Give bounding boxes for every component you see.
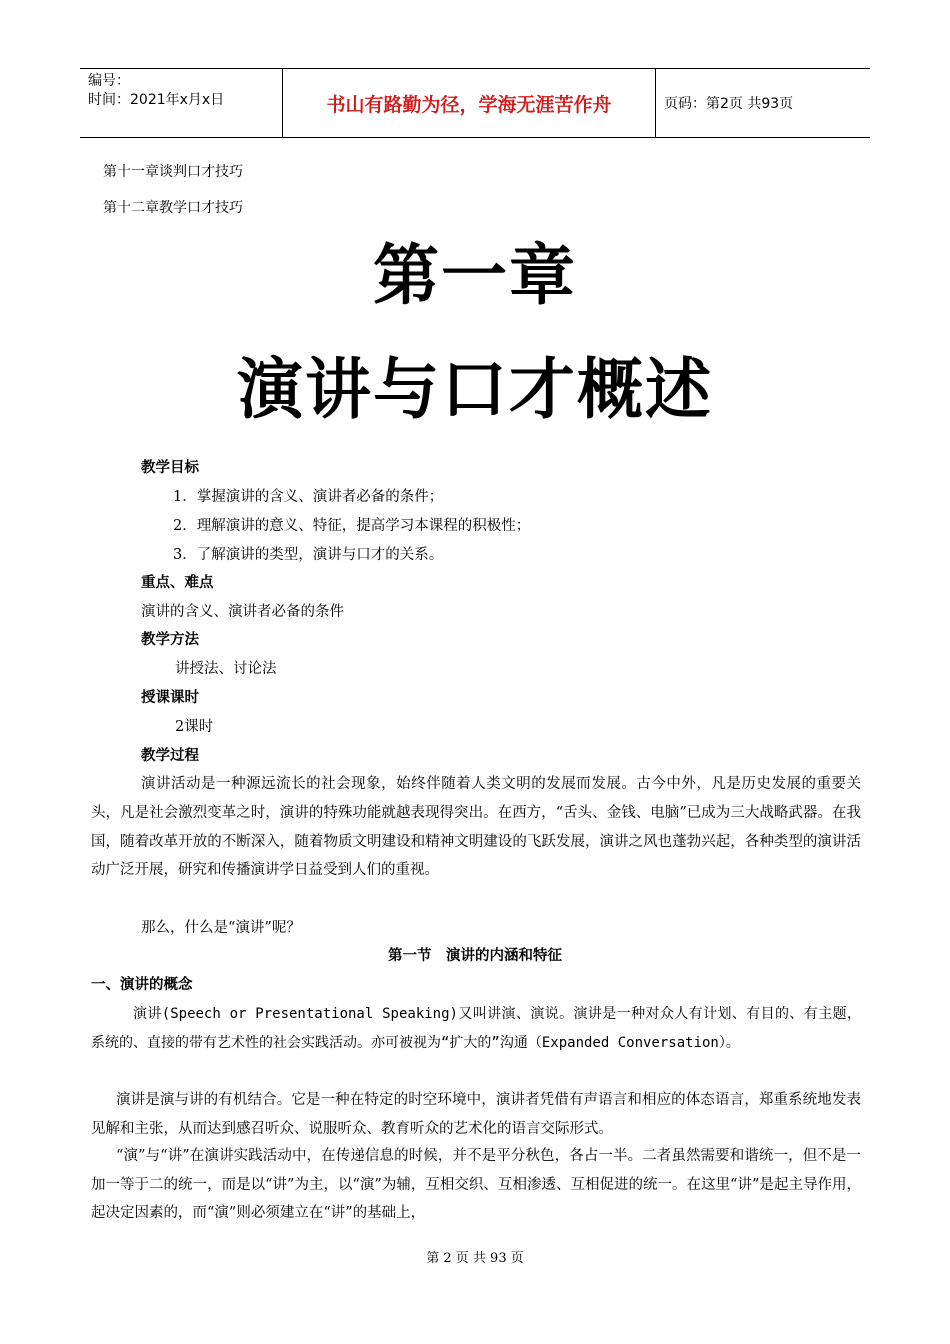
goals-heading: 教学目标 [141,460,199,476]
definition-paragraph: 演讲是演与讲的有机结合。它是一种在特定的时空环境中，演讲者凭借有声语言和相应的体态语言，郑重系统地发表见解和主张，从而达到感召听众、说服听众、教育听众的艺术化的语言交际形式。 [91,1092,861,1137]
number-label: 编号： [88,73,130,89]
goal-item: 1．掌握演讲的含义、演讲者必备的条件； [173,489,444,505]
subsection-title: 一、演讲的概念 [91,977,193,993]
relation-paragraph: “演”与“讲”在演讲实践活动中，在传递信息的时候，并不是平分秋色，各占一半。二者虽然需要和谐统一，但不是一加一等于二的统一，而是以“讲”为主，以“演”为辅，互相交织、互相渗透、互相促进的统一。在这里“讲”是起主导作用，起决定因素的，而“演”则必须建立在“讲”的基础上， [91,1148,861,1221]
question-text: 那么，什么是“演讲”呢？ [141,920,301,936]
header-meta [80,69,282,137]
hours-text: 2课时 [175,719,214,735]
goal-item: 2．理解演讲的意义、特征，提高学习本课程的积极性； [173,518,531,534]
chapter-number: 第一章 [373,237,577,314]
goal-item: 3．了解演讲的类型，演讲与口才的关系。 [173,547,444,563]
section-title: 第一节 演讲的内涵和特征 [388,948,562,964]
method-heading: 教学方法 [141,632,199,648]
time-label: 时间：2021年x月x日 [88,92,225,108]
header-page-info: 页码：第2页 共93页 [664,96,794,112]
toc-item: 第十一章谈判口才技巧 [103,164,243,180]
chapter-title: 演讲与口才概述 [237,351,713,428]
intro-paragraph: 演讲活动是一种源远流长的社会现象，始终伴随着人类文明的发展而发展。古今中外，凡是历史发展的重要关头，凡是社会激烈变革之时，演讲的特殊功能就越表现得突出。在西方，“舌头、金钱、电脑”已成为三大战略武器。在我国，随着改革开放的不断深入，随着物质文明建设和精神文明建设的飞跃发展，演讲之风也蓬勃兴起，各种类型的演讲活动广泛开展，研究和传播演讲学日益受到人们的重视。 [91,776,861,879]
concept-paragraph: 演讲(Speech or Presentational Speaking)又叫讲演、演说。演讲是一种对众人有计划、有目的、有主题，系统的、直接的带有艺术性的社会实践活动。亦可被视为“扩大的”沟通（Expanded Conversation）。 [91,1006,861,1051]
hours-heading: 授课课时 [141,690,199,706]
header-motto: 书山有路勤为径，学海无涯苦作舟 [282,69,656,137]
method-text: 讲授法、讨论法 [175,661,277,677]
key-heading: 重点、难点 [141,575,214,591]
process-heading: 教学过程 [141,748,199,764]
page-footer: 第 2 页 共 93 页 [426,1251,524,1266]
page-header [80,68,870,138]
toc-item: 第十二章教学口才技巧 [103,200,243,216]
key-text: 演讲的含义、演讲者必备的条件 [141,604,344,620]
